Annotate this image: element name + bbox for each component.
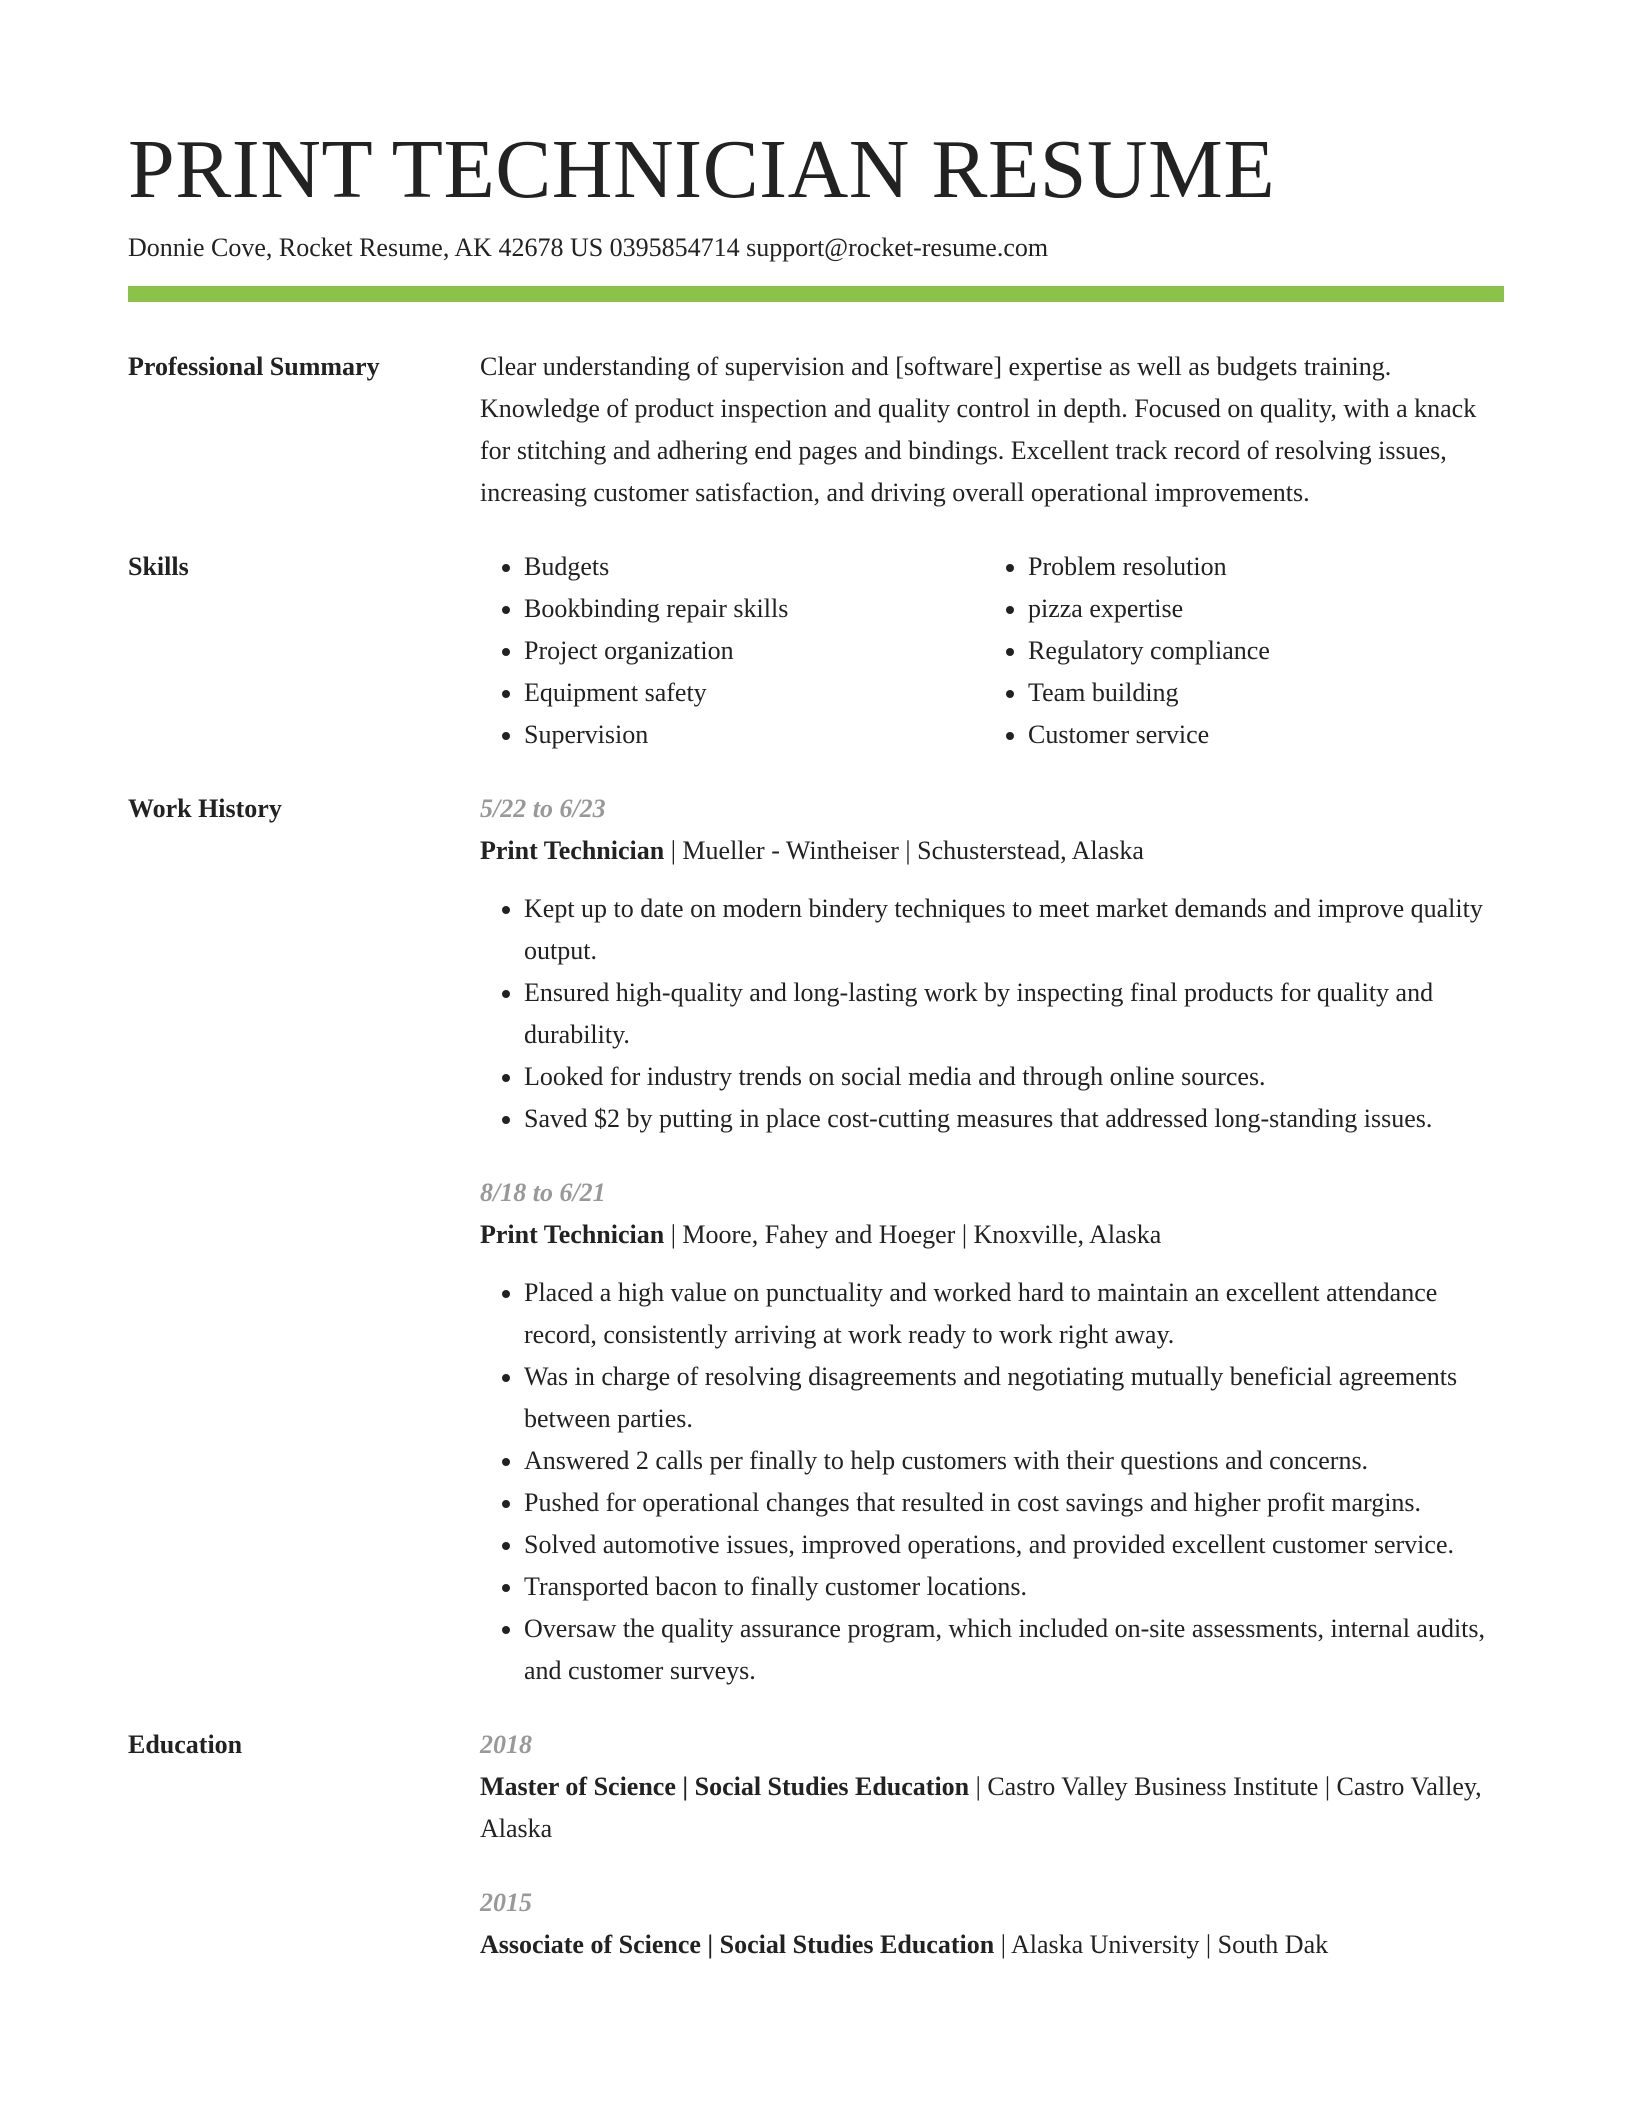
work-history-label: Work History: [128, 794, 282, 823]
resume-page: [128, 120, 1504, 1998]
education-label: Education: [128, 1730, 243, 1759]
job-entry: [480, 788, 1504, 1140]
education-year: 2018: [480, 1730, 532, 1759]
job-heading: [480, 1214, 1504, 1256]
education-heading: [480, 1924, 1504, 1966]
job-bullet: • Was in charge of resolving disagreements and negotiating mutually beneficial agreements between parties.: [524, 1356, 1504, 1440]
summary-section: [128, 346, 1504, 514]
skill-item: • Project organization: [524, 630, 984, 672]
job-title: Print Technician: [480, 1220, 665, 1249]
job-details: | Mueller - Wintheiser | Schusterstead, Alaska: [664, 836, 1144, 865]
job-dates: 8/18 to 6/21: [480, 1178, 606, 1207]
work-history-section: [128, 788, 1504, 1724]
job-bullet: • Solved automotive issues, improved operations, and provided excellent customer service.: [524, 1524, 1504, 1566]
education-details: | Castro Valley Business Institute | Castro Valley, Alaska: [480, 1772, 1482, 1843]
education-heading: [480, 1766, 1504, 1850]
job-bullet-list: [480, 888, 1504, 1140]
skill-item: • Customer service: [1028, 714, 1488, 756]
job-dates: 5/22 to 6/23: [480, 794, 606, 823]
job-bullet: • Transported bacon to finally customer locations.: [524, 1566, 1504, 1608]
skill-item: • Regulatory compliance: [1028, 630, 1488, 672]
education-degree: Master of Science | Social Studies Education: [480, 1772, 970, 1801]
job-bullet: • Answered 2 calls per finally to help customers with their questions and concerns.: [524, 1440, 1504, 1482]
job-entry: [480, 1172, 1504, 1692]
job-details: | Moore, Fahey and Hoeger | Knoxville, Alaska: [664, 1220, 1162, 1249]
header-divider: [128, 286, 1504, 302]
job-bullet: • Saved $2 by putting in place cost-cutting measures that addressed long-standing issues.: [524, 1098, 1504, 1140]
education-year: 2015: [480, 1888, 532, 1917]
summary-label: Professional Summary: [128, 352, 380, 381]
resume-title: PRINT TECHNICIAN RESUME: [128, 123, 1276, 216]
education-entry: [480, 1724, 1504, 1850]
job-title: Print Technician: [480, 836, 665, 865]
skills-label: Skills: [128, 552, 189, 581]
skills-section: [128, 546, 1504, 756]
skill-item: • pizza expertise: [1028, 588, 1488, 630]
skill-item: • Bookbinding repair skills: [524, 588, 984, 630]
skill-item: • Problem resolution: [1028, 546, 1488, 588]
skill-item: • Budgets: [524, 546, 984, 588]
job-bullet: • Looked for industry trends on social media and through online sources.: [524, 1056, 1504, 1098]
skill-item: • Supervision: [524, 714, 984, 756]
job-heading: [480, 830, 1504, 872]
job-bullet: • Kept up to date on modern bindery techniques to meet market demands and improve quality output.: [524, 888, 1504, 972]
contact-line: Donnie Cove, Rocket Resume, AK 42678 US 0395854714 support@rocket-resume.com: [128, 233, 1049, 262]
summary-text: Clear understanding of supervision and [software] expertise as well as budgets training. Knowledge of product inspection and quality control in depth. Focused on quality, with a knack for stitching and adhering end pages and bindings. Excellent track record of resolving issues, increasing customer satisfaction, and driving overall operational improvements.: [480, 352, 1477, 507]
skill-item: • Equipment safety: [524, 672, 984, 714]
education-entry: [480, 1882, 1504, 1966]
skills-list-right: [984, 546, 1488, 756]
education-details: | Alaska University | South Dak: [994, 1930, 1329, 1959]
education-section: [128, 1724, 1504, 1998]
job-bullet: • Oversaw the quality assurance program, which included on-site assessments, internal audits, and customer surveys.: [524, 1608, 1504, 1692]
job-bullet: • Pushed for operational changes that resulted in cost savings and higher profit margins.: [524, 1482, 1504, 1524]
skills-list-left: [480, 546, 984, 756]
education-degree: Associate of Science | Social Studies Education: [480, 1930, 995, 1959]
job-bullet-list: [480, 1272, 1504, 1692]
skill-item: • Team building: [1028, 672, 1488, 714]
job-bullet: • Ensured high-quality and long-lasting work by inspecting final products for quality and durability.: [524, 972, 1504, 1056]
job-bullet: • Placed a high value on punctuality and worked hard to maintain an excellent attendance record, consistently arriving at work ready to work right away.: [524, 1272, 1504, 1356]
